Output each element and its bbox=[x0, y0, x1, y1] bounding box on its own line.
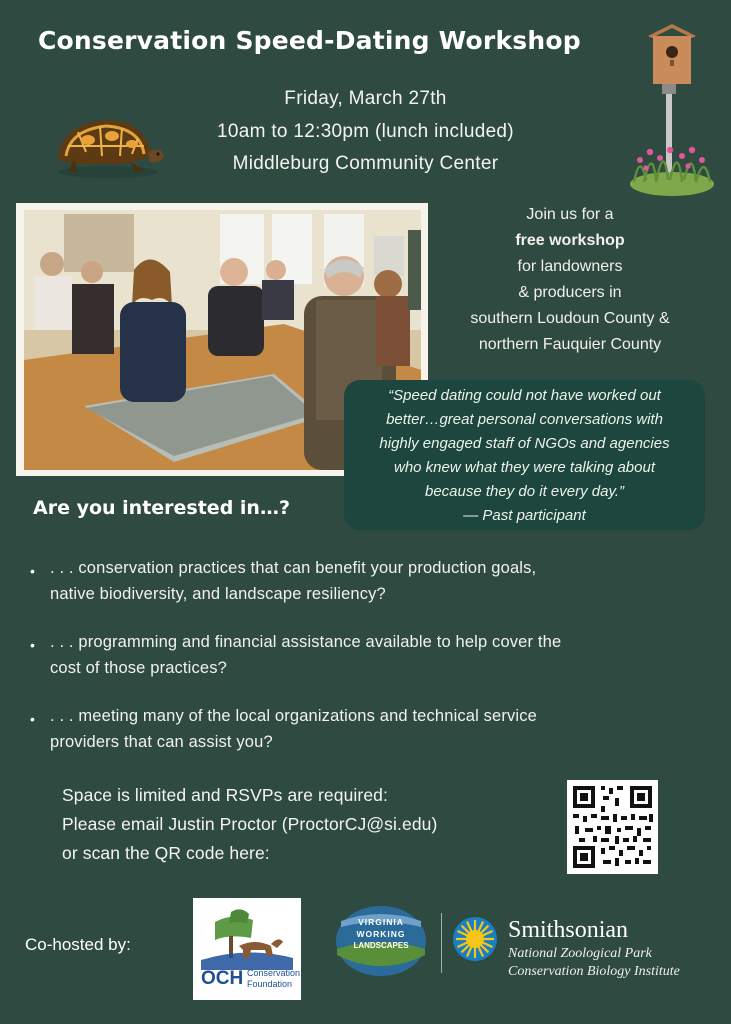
event-location: Middleburg Community Center bbox=[232, 153, 499, 174]
testimonial-line: because they do it every day.” bbox=[425, 483, 624, 500]
smithsonian-sun-icon bbox=[452, 916, 498, 962]
virginia-working-landscapes-logo bbox=[335, 905, 427, 977]
invite-line: & producers in bbox=[518, 284, 622, 301]
section-heading: Are you interested in…? bbox=[33, 497, 290, 519]
event-time: 10am to 12:30pm (lunch included) bbox=[217, 121, 514, 142]
och-letters: OCH bbox=[201, 968, 244, 989]
invite-line: southern Loudoun County & bbox=[470, 310, 670, 327]
invite-line: for landowners bbox=[517, 258, 623, 275]
och-conservation-foundation-logo bbox=[193, 898, 301, 1000]
bullet-text: providers that can assist you? bbox=[50, 733, 273, 751]
rsvp-email-line[interactable]: Please email Justin Proctor (ProctorCJ@si.edu) bbox=[62, 814, 438, 834]
rsvp-line: Space is limited and RSVPs are required: bbox=[62, 785, 388, 805]
testimonial-line: who knew what they were talking about bbox=[394, 459, 655, 476]
bullet-text: cost of those practices? bbox=[50, 659, 227, 677]
testimonial-line: highly engaged staff of NGOs and agencies bbox=[379, 435, 670, 452]
event-date: Friday, March 27th bbox=[284, 88, 447, 109]
invite-line: Join us for a bbox=[526, 206, 614, 223]
vwl-text: WORKING bbox=[356, 929, 406, 939]
smithsonian-name: Smithsonian bbox=[508, 917, 629, 943]
smithsonian-subtitle: Conservation Biology Institute bbox=[508, 964, 680, 979]
bullet-text: native biodiversity, and landscape resiliency? bbox=[50, 585, 386, 603]
vwl-text: LANDSCAPES bbox=[353, 941, 409, 950]
smithsonian-subtitle: National Zoological Park bbox=[508, 946, 652, 961]
page-title: Conservation Speed-Dating Workshop bbox=[38, 26, 581, 55]
bullet-dot: • bbox=[30, 711, 35, 727]
invite-line: northern Fauquier County bbox=[478, 336, 662, 353]
bullet-dot: • bbox=[30, 637, 35, 653]
och-word: Foundation bbox=[247, 979, 293, 989]
qr-code-icon[interactable] bbox=[567, 780, 658, 874]
testimonial-line: “Speed dating could not have worked out bbox=[388, 387, 661, 404]
och-word: Conservation bbox=[247, 968, 301, 978]
testimonial-line: better…great personal conversations with bbox=[386, 411, 663, 428]
bullet-text: . . . programming and financial assistance available to help cover the bbox=[50, 633, 562, 651]
vwl-text: VIRGINIA bbox=[358, 917, 404, 927]
logo-divider bbox=[441, 913, 442, 973]
testimonial-attribution: — Past participant bbox=[463, 507, 586, 524]
bullet-dot: • bbox=[30, 563, 35, 579]
rsvp-line: or scan the QR code here: bbox=[62, 843, 270, 863]
bullet-text: . . . conservation practices that can benefit your production goals, bbox=[50, 559, 537, 577]
cohost-label: Co-hosted by: bbox=[25, 935, 131, 954]
bullet-text: . . . meeting many of the local organizations and technical service bbox=[50, 707, 537, 725]
invite-free-workshop: free workshop bbox=[515, 232, 625, 249]
